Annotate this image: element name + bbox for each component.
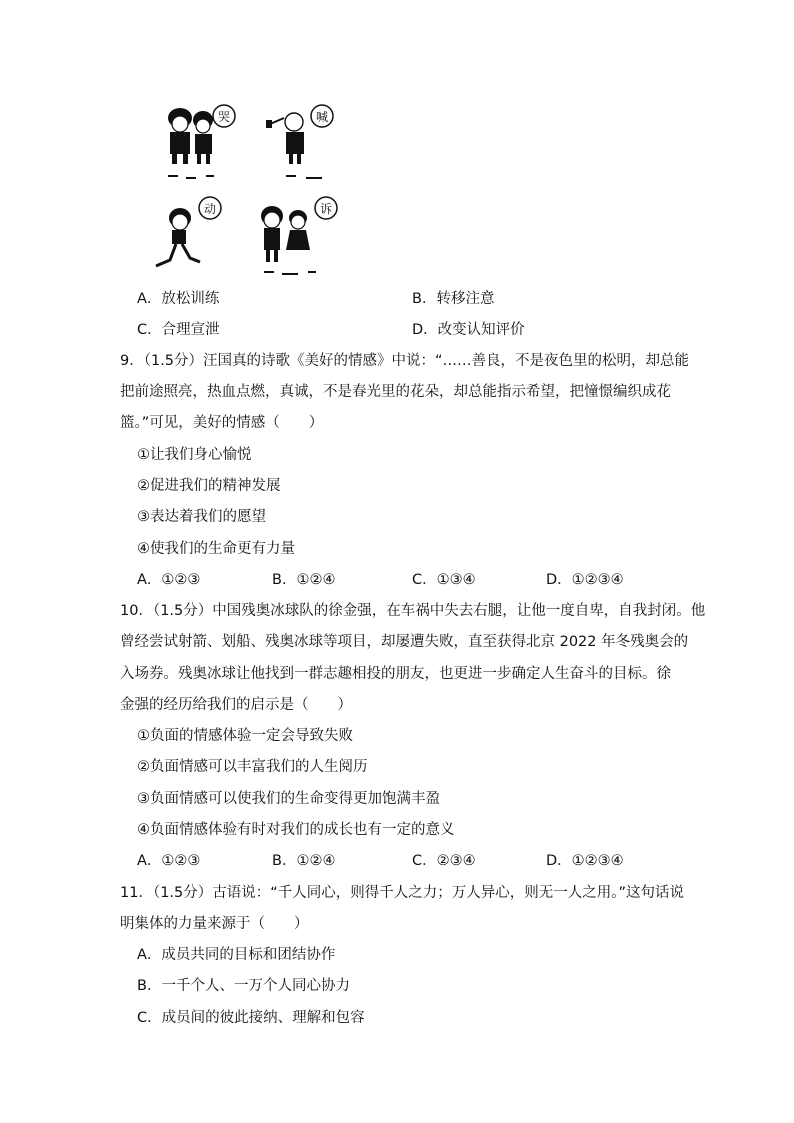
q10-statement-4: ④负面情感体验有时对我们的成长也有一定的意义 — [137, 822, 455, 838]
q8-option-d[interactable]: D．改变认知评价 — [412, 322, 525, 338]
q9-option-c[interactable]: C．①③④ — [412, 572, 476, 588]
q11-option-a[interactable]: A．成员共同的目标和团结协作 — [137, 947, 336, 963]
q9-stem-line-1: 9．（1.5分）汪国真的诗歌《美好的情感》中说：“……善良，不是夜色里的松明，却总能 — [120, 353, 690, 369]
q10-option-b[interactable]: B．①②④ — [272, 853, 336, 869]
q10-statement-1: ①负面的情感体验一定会导致失败 — [137, 728, 353, 744]
q8-option-a[interactable]: A．放松训练 — [137, 291, 220, 307]
bubble-text-1: 哭 — [217, 110, 231, 124]
q8-option-b[interactable]: B．转移注意 — [412, 291, 495, 307]
q11-stem-line-1: 11．（1.5分）古语说：“千人同心，则得千人之力；万人异心，则无一人之用。”这句话说 — [120, 885, 685, 901]
q11-stem-line-2: 明集体的力量来源于（ ） — [120, 916, 309, 932]
q9-stem-line-3: 篮。”可见，美好的情感（ ） — [120, 415, 324, 431]
q10-option-a[interactable]: A．①②③ — [137, 853, 201, 869]
q11-option-c[interactable]: C．成员间的彼此接纳、理解和包容 — [137, 1010, 365, 1026]
confiding-kids-image — [254, 196, 350, 280]
q10-statement-2: ②负面情感可以丰富我们的人生阅历 — [137, 759, 368, 775]
emotion-cartoon-figure — [150, 100, 350, 280]
exercising-kid-image — [150, 196, 240, 276]
q9-statement-3: ③表达着我们的愿望 — [137, 509, 266, 525]
q9-statement-4: ④使我们的生命更有力量 — [137, 541, 295, 557]
q10-option-d[interactable]: D．①②③④ — [546, 853, 624, 869]
q9-option-b[interactable]: B．①②④ — [272, 572, 336, 588]
q9-statement-2: ②促进我们的精神发展 — [137, 478, 281, 494]
q9-option-d[interactable]: D．①②③④ — [546, 572, 624, 588]
shouting-person-image — [262, 104, 352, 184]
q9-statement-1: ①让我们身心愉悦 — [137, 447, 252, 463]
q9-stem-line-2: 把前途照亮，热血点燃，真诚，不是春光里的花朵，却总能指示希望，把憧憬编织成花 — [120, 384, 671, 400]
bubble-text-4: 诉 — [319, 202, 333, 216]
q10-stem-line-1: 10．（1.5分）中国残奥冰球队的徐金强，在车祸中失去右腿，让他一度自卑，自我封闭。他 — [120, 603, 706, 619]
q9-option-a[interactable]: A．①②③ — [137, 572, 201, 588]
crying-kids-image — [158, 104, 248, 184]
bubble-text-3: 动 — [203, 202, 217, 216]
q10-statement-3: ③负面情感可以使我们的生命变得更加饱满丰盈 — [137, 791, 440, 807]
q8-option-c[interactable]: C．合理宣泄 — [137, 322, 220, 338]
q10-stem-line-3: 入场券。残奥冰球让他找到一群志趣相投的朋友，也更进一步确定人生奋斗的目标。徐 — [120, 666, 671, 682]
q11-option-b[interactable]: B．一千个人、一万个人同心协力 — [137, 978, 350, 994]
q10-option-c[interactable]: C．②③④ — [412, 853, 476, 869]
q10-stem-line-2: 曾经尝试射箭、划船、残奥冰球等项目，却屡遭失败，直至获得北京 2022 年冬残奥会的 — [120, 634, 689, 650]
bubble-text-2: 喊 — [315, 110, 329, 124]
q10-stem-line-4: 金强的经历给我们的启示是（ ） — [120, 697, 352, 713]
